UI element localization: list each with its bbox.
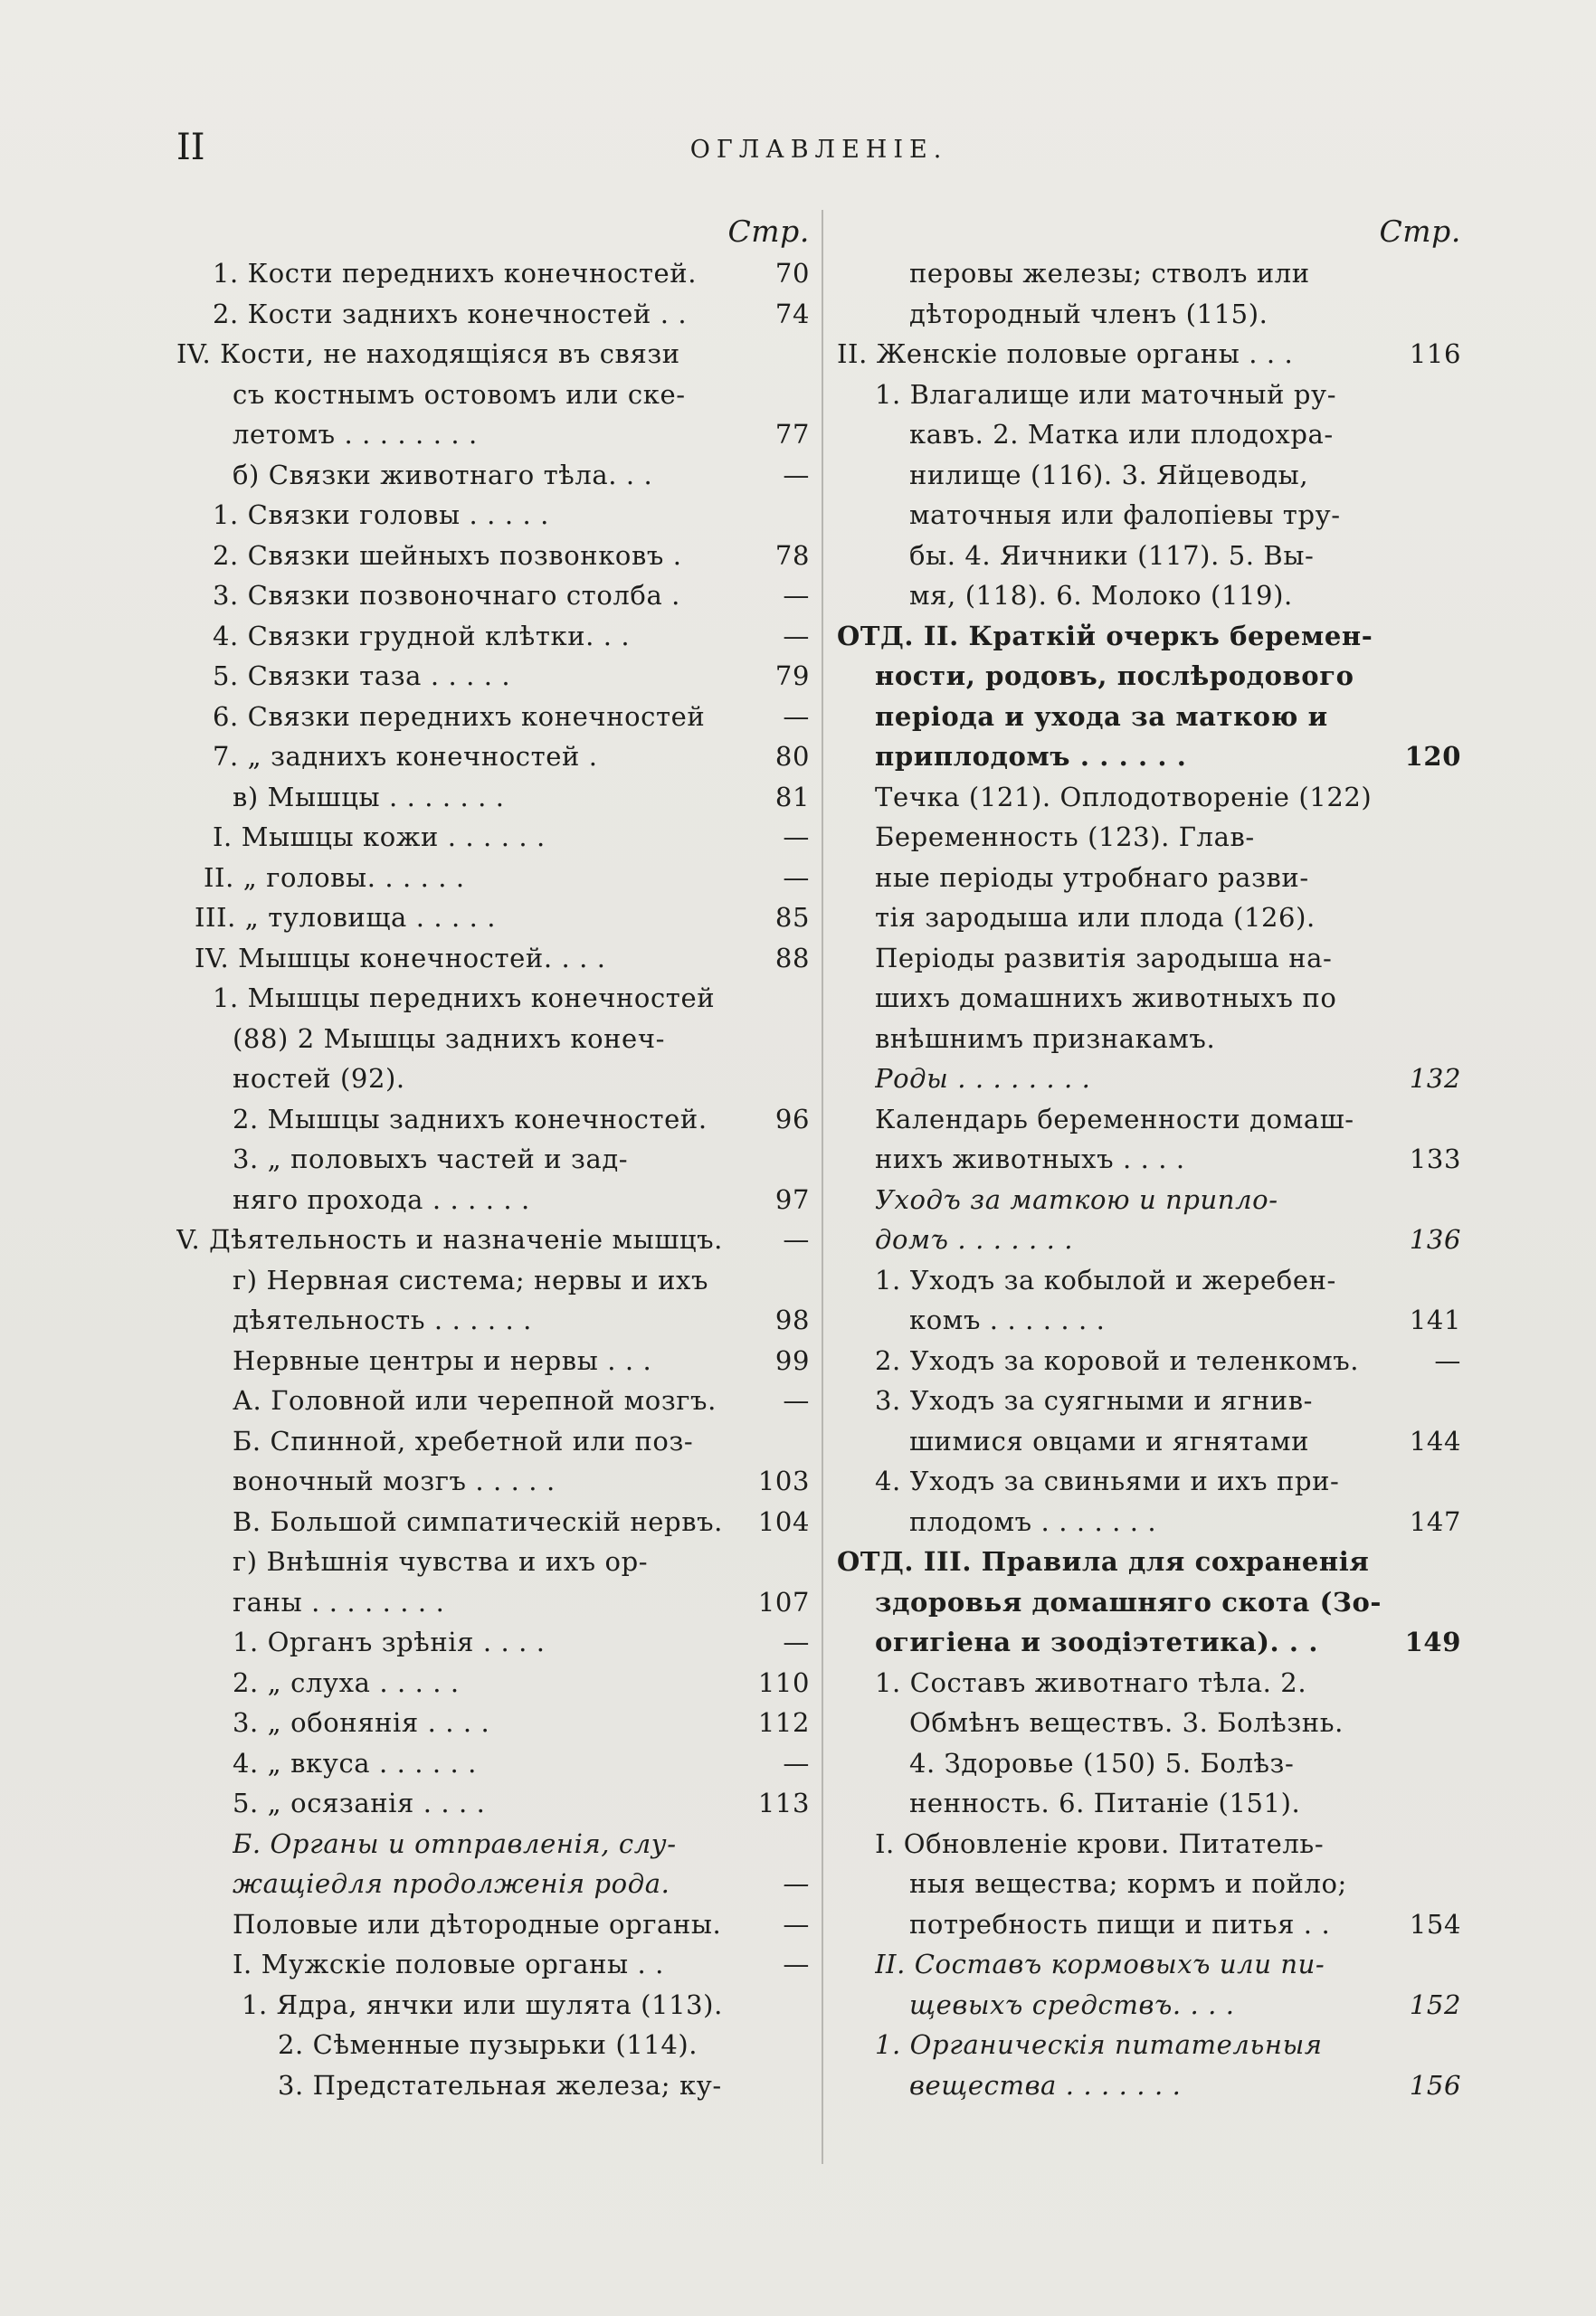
toc-entry-text: IV. Кости, не находящіяся въ связи [176,338,680,369]
toc-entry-text: нихъ животныхъ . . . . [875,1144,1185,1174]
toc-entry-page: 74 [774,298,810,329]
toc-entry [176,536,810,576]
toc-entry [837,656,1461,697]
toc-entry [837,1139,1461,1180]
toc-entry [837,455,1461,496]
toc-entry [176,1582,810,1623]
toc-entry [176,817,810,858]
toc-entry-text: огигіена и зоодіэтетика). . . [875,1627,1319,1657]
toc-entry [837,1864,1461,1904]
toc-entry [837,1220,1461,1260]
toc-entry [176,1220,810,1260]
toc-entry-text: 4. Связки грудной клѣтки. . . [213,620,631,651]
toc-entry-text: Роды . . . . . . . . [875,1063,1091,1094]
toc-entry [176,575,810,616]
toc-entry [176,978,810,1019]
toc-entry [176,1985,810,2026]
toc-entry-text: II. „ головы. . . . . . [204,861,465,893]
toc-entry [176,1180,810,1220]
toc-entry [176,294,810,335]
toc-entry-text: 4. „ вкуса . . . . . . [233,1747,477,1779]
toc-entry-text: 3. Предстательная железа; ку- [278,2069,722,2101]
toc-entry [176,1663,810,1704]
toc-entry [176,1381,810,1421]
toc-entry-text: тія зародыша или плода (126). [875,902,1316,933]
toc-entry-text: в) Мышцы . . . . . . . [233,781,505,812]
toc-entry [176,938,810,979]
toc-entry-page: — [783,821,810,852]
toc-entry-page: 120 [1404,741,1461,772]
page-column-label: Стр. [1379,214,1461,249]
toc-entry [176,495,810,536]
toc-entry-text: ностей (92). [233,1063,405,1094]
toc-entry [176,1944,810,1985]
toc-entry [176,656,810,697]
toc-entry [837,1099,1461,1140]
toc-entry-text: Б. Органы и отправленія, слу- [233,1827,677,1859]
toc-entry-text: 3. Связки позвоночнаго столба . [213,580,680,611]
toc-entry-page: 85 [774,902,810,933]
toc-entry [176,1864,810,1904]
toc-entry-text: жащіедля продолженія рода. [233,1868,670,1899]
toc-entry [837,1300,1461,1341]
toc-entry-page: 156 [1409,2069,1461,2101]
toc-entry-text: 4. Здоровье (150) 5. Болѣз- [909,1747,1295,1779]
toc-entry-text: приплодомъ . . . . . . [875,741,1187,772]
toc-entry-text: Обмѣнъ веществъ. 3. Болѣзнь. [909,1707,1344,1738]
toc-entry [176,1542,810,1582]
toc-entry [837,1944,1461,1985]
toc-entry [837,1622,1461,1663]
toc-entry [837,1180,1461,1220]
toc-entry [837,736,1461,777]
toc-entry [176,1260,810,1301]
toc-entry-page: 133 [1409,1144,1461,1174]
toc-entry-page: 97 [774,1183,810,1215]
toc-entry [176,736,810,777]
toc-entry [176,1300,810,1341]
toc-entry-page: 107 [757,1586,810,1618]
page-header [176,127,1461,181]
toc-entry [176,1824,810,1865]
toc-column-right [837,210,1461,2105]
column-divider [822,210,823,2164]
toc-entry [837,2065,1461,2106]
toc-entry-text: домъ . . . . . . . [875,1224,1074,1255]
toc-entry [837,253,1461,294]
toc-entry-text: 3. „ обонянія . . . . [233,1707,490,1738]
toc-entry-page: 70 [774,258,810,289]
toc-entry-page: 103 [757,1466,810,1496]
toc-entry-text: 1. Связки головы . . . . . [213,499,549,530]
toc-entry [176,1058,810,1099]
toc-entry-text: кавъ. 2. Матка или плодохра- [909,419,1334,450]
toc-entry-text: няго прохода . . . . . . [233,1183,530,1215]
toc-entry-text: II. Женскіе половые органы . . . [837,338,1294,369]
toc-entry [837,938,1461,979]
toc-entry [176,1904,810,1945]
toc-entry [176,1341,810,1381]
toc-entry-text: 1. Составъ животнаго тѣла. 2. [875,1666,1307,1698]
toc-entry-text: ОТД. III. Правила для сохраненія [837,1546,1370,1577]
toc-entry-page: 136 [1409,1224,1461,1255]
toc-entry-page: 113 [757,1788,810,1818]
toc-entry [837,897,1461,938]
toc-entry [837,978,1461,1019]
toc-entry-page: 99 [774,1344,810,1376]
toc-entry-text: маточныя или фалопіевы тру- [909,499,1341,530]
toc-entry [176,858,810,898]
toc-entry-text: шимися овцами и ягнятами [909,1425,1310,1457]
toc-entry-page: 81 [774,781,810,812]
toc-entry [176,1622,810,1663]
toc-entry [176,334,810,375]
toc-entry-text: I. Мужскіе половые органы . . [233,1949,664,1979]
toc-entry-text: летомъ . . . . . . . . [233,419,478,450]
toc-entry-page: 98 [774,1305,810,1335]
toc-entry-page: — [783,1868,810,1899]
toc-entry [837,536,1461,576]
toc-entries-right [837,253,1461,2105]
toc-entry-text: 4. Уходъ за свиньями и ихъ при- [875,1466,1340,1496]
toc-entry-text: III. „ туловища . . . . . [195,902,497,933]
toc-entry-text: ненность. 6. Питаніе (151). [909,1788,1301,1818]
toc-entry [176,2065,810,2106]
toc-entry-text: 2. „ слуха . . . . . [233,1666,460,1698]
toc-entry [837,1341,1461,1381]
toc-entry [837,1381,1461,1421]
toc-entry [837,858,1461,898]
toc-entry [176,616,810,657]
toc-entry [176,414,810,455]
toc-entry-page: — [783,1224,810,1255]
toc-entry [837,1985,1461,2026]
toc-entry-text: ганы . . . . . . . . [233,1586,445,1618]
toc-entry [837,294,1461,335]
toc-entry-text: щевыхъ средствъ. . . . [909,1989,1235,2020]
toc-entry-text: 2. Связки шейныхъ позвонковъ . [213,539,682,571]
toc-entry-text: Періоды развитія зародыша на- [875,942,1333,973]
toc-entry-text: дѣятельность . . . . . . [233,1305,532,1335]
toc-entry [837,1904,1461,1945]
toc-entries-left [176,253,810,2105]
toc-entry-page: 96 [774,1103,810,1134]
toc-entry [837,2025,1461,2065]
toc-entry [837,1703,1461,1743]
toc-entry-text: мя, (118). 6. Молоко (119). [909,580,1293,611]
toc-entry-text: 2. Сѣменные пузырьки (114). [278,2029,698,2060]
toc-entry-text: 1. Ядра, янчки или шулята (113). [242,1989,723,2020]
toc-entry [176,375,810,415]
toc-entry [176,1099,810,1140]
toc-entry [837,334,1461,375]
toc-entry-page: — [783,580,810,611]
toc-entry-page: 141 [1409,1305,1461,1335]
toc-entry-page: — [783,459,810,490]
toc-entry-text: потребность пищи и питья . . [909,1908,1331,1940]
toc-entry-text: V. Дѣятельность и назначеніе мышцъ. [176,1224,724,1255]
toc-entry [176,1461,810,1502]
toc-entry-page: 104 [757,1505,810,1537]
toc-entry-text: В. Большой симпатическій нервъ. [233,1505,723,1537]
toc-entry-text: 1. Мышцы переднихъ конечностей [213,982,716,1013]
toc-entry [176,1502,810,1542]
toc-entry-text: здоровья домашняго скота (Зо- [875,1586,1382,1618]
toc-entry [837,414,1461,455]
toc-entry [837,1260,1461,1301]
toc-entry [176,1139,810,1180]
toc-entry-page: — [783,1949,810,1979]
toc-entry-text: IV. Мышцы конечностей. . . . [195,942,606,973]
toc-entry [837,1461,1461,1502]
page-title: ОГЛАВЛЕНІЕ. [689,136,948,164]
toc-entry [176,697,810,737]
toc-entry-page: — [783,1908,810,1940]
toc-entry-text: Б. Спинной, хребетной или поз- [233,1425,694,1457]
toc-entry-text: 1. Влагалище или маточный ру- [875,378,1337,410]
toc-entry-page: 154 [1409,1908,1461,1940]
toc-entry [176,1783,810,1824]
toc-entry-text: ОТД. II. Краткій очеркъ беремен- [837,620,1373,651]
toc-entry-page: 144 [1409,1425,1461,1457]
toc-column-left [176,210,810,2105]
toc-entry [176,1019,810,1059]
toc-entry [837,1542,1461,1582]
toc-entry-page: — [783,620,810,651]
toc-entry-page: 77 [774,419,810,450]
toc-entry-page: 88 [774,942,810,973]
toc-entry [837,1019,1461,1059]
toc-entry-text: I. Обновленіе крови. Питатель- [875,1827,1325,1859]
toc-entry-page: 116 [1409,338,1461,369]
toc-entry [837,1824,1461,1865]
toc-entry [176,253,810,294]
toc-entry-text: 7. „ заднихъ конечностей . [213,741,598,772]
toc-entry-text: Календарь беременности домаш- [875,1103,1354,1134]
toc-entry [176,1703,810,1743]
toc-entry-text: II. Составъ кормовыхъ или пи- [875,1949,1325,1979]
toc-entry-page: 112 [757,1707,810,1738]
toc-entry [837,777,1461,818]
toc-entry-text: дѣтородный членъ (115). [909,298,1268,329]
toc-entry-text: періода и ухода за маткою и [875,700,1328,732]
toc-entry-text: (88) 2 Мышцы заднихъ конеч- [233,1022,665,1054]
toc-entry-text: нилище (116). 3. Яйцеводы, [909,459,1309,490]
toc-entry-text: съ костнымъ остовомъ или ске- [233,378,686,410]
toc-entry-text: 1. Органъ зрѣнія . . . . [233,1627,546,1657]
toc-entry-text: внѣшнимъ признакамъ. [875,1022,1216,1054]
toc-entry-text: 5. Связки таза . . . . . [213,660,511,691]
toc-entry-page: 80 [774,741,810,772]
toc-entry-page: 149 [1404,1627,1461,1657]
toc-entry-text: шихъ домашнихъ животныхъ по [875,982,1337,1013]
toc-entry-text: перовы железы; стволъ или [909,258,1310,289]
toc-entry-text: 6. Связки переднихъ конечностей [213,700,706,732]
toc-entry [837,1058,1461,1099]
toc-entry-text: 2. Уходъ за коровой и теленкомъ. [875,1344,1360,1376]
toc-entry-text: 5. „ осязанія . . . . [233,1788,486,1818]
toc-entry-text: 2. Мышцы заднихъ конечностей. [233,1103,708,1134]
toc-entry [837,1502,1461,1542]
page-column-label: Стр. [727,214,810,249]
toc-entry-text: ныя вещества; кормъ и пойло; [909,1868,1347,1899]
toc-entry [176,777,810,818]
page-number: II [176,127,205,168]
toc-entry-page: — [783,700,810,732]
toc-entry-text: Нервные центры и нервы . . . [233,1344,652,1376]
toc-entry [837,817,1461,858]
toc-entry [837,375,1461,415]
toc-entry [837,1582,1461,1623]
toc-entry-text: г) Внѣшнія чувства и ихъ ор- [233,1546,649,1577]
toc-entry-page: 132 [1409,1063,1461,1094]
toc-entry [176,2025,810,2065]
toc-entry-page: — [783,861,810,893]
toc-entry-text: Беременность (123). Глав- [875,821,1255,852]
toc-entry [837,575,1461,616]
toc-entry-text: ности, родовъ, послѣродового [875,660,1354,691]
toc-entry-text: 1. Кости переднихъ конечностей. [213,258,698,289]
toc-entry-text: комъ . . . . . . . [909,1305,1106,1335]
toc-entry-page: — [783,1747,810,1779]
toc-entry-page: — [783,1385,810,1416]
toc-entry-text: Половые или дѣтородные органы. [233,1908,722,1940]
toc-entry-text: г) Нервная система; нервы и ихъ [233,1264,709,1296]
toc-entry-text: А. Головной или черепной мозгъ. [233,1385,717,1416]
toc-entry-text: 3. Уходъ за суягными и ягнив- [875,1385,1314,1416]
toc-entry [837,697,1461,737]
toc-entry [176,897,810,938]
toc-entry-page: 79 [774,660,810,691]
toc-entry-text: 1. Органическія питательныя [875,2029,1323,2060]
toc-entry-text: 3. „ половыхъ частей и зад- [233,1144,629,1174]
toc-entry [837,495,1461,536]
toc-entry [837,1421,1461,1462]
toc-entry [176,1421,810,1462]
toc-entry-text: вещества . . . . . . . [909,2069,1182,2101]
toc-entry-text: ные періоды утробнаго разви- [875,861,1309,893]
toc-entry-page: 147 [1409,1505,1461,1537]
toc-entry [837,1663,1461,1704]
toc-entry-text: плодомъ . . . . . . . [909,1505,1157,1537]
toc-entry-text: 1. Уходъ за кобылой и жеребен- [875,1264,1336,1296]
toc-entry-text: Уходъ за маткою и припло- [875,1183,1278,1215]
toc-entry-page: 152 [1409,1989,1461,2020]
toc-entry [837,1783,1461,1824]
toc-entry-text: 2. Кости заднихъ конечностей . . [213,298,688,329]
toc-entry-text: б) Связки животнаго тѣла. . . [233,459,653,490]
toc-entry-text: бы. 4. Яичники (117). 5. Вы- [909,539,1315,571]
toc-entry [176,1743,810,1784]
toc-entry [837,616,1461,657]
toc-entry [837,1743,1461,1784]
toc-entry-text: I. Мышцы кожи . . . . . . [213,821,546,852]
toc-entry-page: — [1434,1344,1461,1376]
toc-entry-page: — [783,1627,810,1657]
toc-entry-page: 110 [757,1666,810,1698]
toc-entry [176,455,810,496]
toc-entry-text: Течка (121). Оплодотвореніе (122) [875,781,1373,812]
toc-entry-text: воночный мозгъ . . . . . [233,1466,556,1496]
toc-entry-page: 78 [774,539,810,571]
